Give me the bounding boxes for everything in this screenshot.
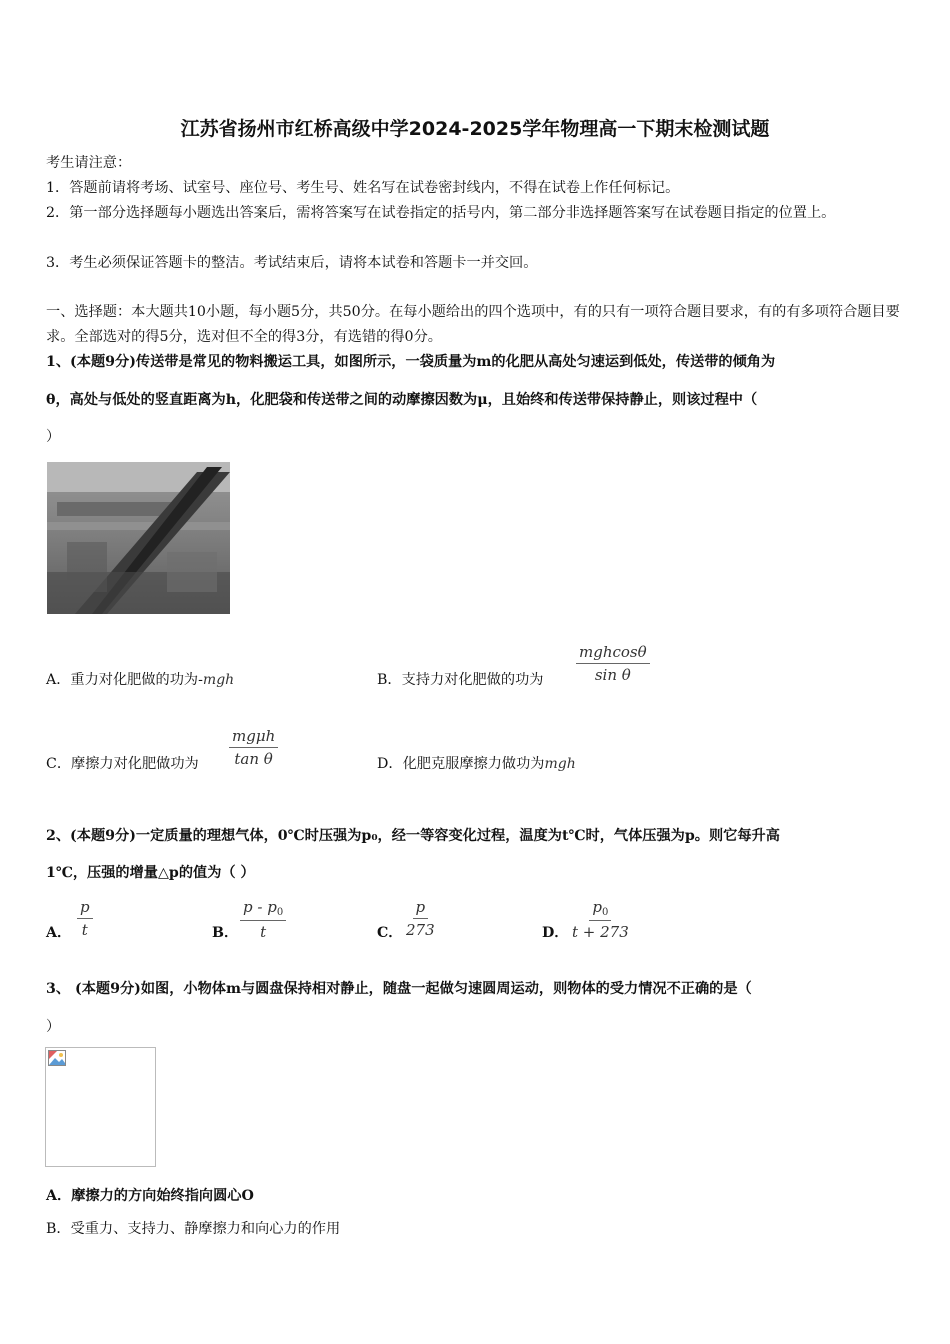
q2-option-c-fraction bbox=[406, 898, 435, 939]
q1-option-c-label: C．摩擦力对化肥做功为 bbox=[46, 756, 199, 772]
notice-item-3: 3．考生必须保证答题卡的整洁。考试结束后，请将本试卷和答题卡一并交回。 bbox=[46, 255, 538, 271]
q2-option-a[interactable]: A． bbox=[46, 925, 72, 941]
section-instructions: 一、选择题：本大题共10小题，每小题5分，共50分。在每小题给出的四个选项中，有的只有一项符合题目要求，有的有多项符合题目要求。全部选对的得5分，选对但不全的得3分，有选错的得0分。 bbox=[46, 304, 900, 345]
q1-option-b-fraction bbox=[576, 643, 650, 684]
q2-option-a-numerator: p bbox=[77, 898, 93, 919]
q1-option-c-fraction bbox=[229, 727, 278, 768]
q2-option-d-numerator bbox=[589, 898, 611, 921]
q1-option-b-numerator: mghcosθ bbox=[576, 643, 650, 664]
q2-option-d-denominator: t + 273 bbox=[572, 923, 629, 941]
q2-option-c-denominator: 273 bbox=[406, 921, 435, 939]
q2-option-a-fraction bbox=[77, 898, 93, 939]
page-title: 江苏省扬州市红桥高级中学2024-2025学年物理高一下期末检测试题 bbox=[180, 118, 770, 140]
q1-option-c-numerator: mgμh bbox=[229, 727, 278, 748]
q2-option-b-denominator: t bbox=[260, 923, 267, 941]
q2-option-d-subscript: 0 bbox=[602, 907, 609, 918]
q1-option-c-denominator: tan θ bbox=[234, 750, 273, 768]
notice-item-2: 2．第一部分选择题每小题选出答案后，需将答案写在试卷指定的括号内，第二部分非选择题答案写在试卷题目指定的位置上。 bbox=[46, 205, 836, 221]
q1-option-d[interactable] bbox=[377, 753, 576, 773]
q1-option-a[interactable] bbox=[46, 669, 234, 689]
q2-stem-line2: 1℃，压强的增量△p的值为（ ） bbox=[46, 865, 255, 881]
q1-stem-line1: 1、(本题9分)传送带是常见的物料搬运工具，如图所示，一袋质量为m的化肥从高处匀速运到低处，传送带的倾角为 bbox=[46, 354, 776, 370]
broken-image-icon bbox=[48, 1050, 66, 1066]
q3-stem-line1: 3、 (本题9分)如图，小物体m与圆盘保持相对静止，随盘一起做匀速圆周运动，则物体的受力情况不正确的是（ bbox=[46, 981, 752, 997]
q1-stem-line2: θ，高处与低处的竖直距离为h，化肥袋和传送带之间的动摩擦因数为μ，且始终和传送带保持静止，则该过程中（ bbox=[46, 392, 758, 408]
q2-option-b-numerator bbox=[240, 898, 286, 921]
q2-stem-line1: 2、(本题9分)一定质量的理想气体，0℃时压强为p₀，经一等容变化过程，温度为t℃时，气体压强为p。则它每升高 bbox=[46, 828, 780, 844]
q2-option-b-subscript: 0 bbox=[276, 907, 284, 918]
notice-heading: 考生请注意： bbox=[46, 155, 132, 171]
q3-option-b[interactable]: B．受重力、支持力、静摩擦力和向心力的作用 bbox=[46, 1221, 341, 1237]
q2-option-d-fraction bbox=[572, 898, 629, 941]
q3-option-a[interactable]: A．摩擦力的方向始终指向圆心O bbox=[46, 1188, 254, 1204]
q2-option-c[interactable]: C． bbox=[377, 925, 403, 941]
q2-option-b[interactable]: B． bbox=[212, 925, 239, 941]
q2-option-a-denominator: t bbox=[81, 921, 88, 939]
q1-option-b-denominator: sin θ bbox=[594, 666, 631, 684]
q3-figure-placeholder bbox=[45, 1047, 156, 1167]
q1-stem-line3: ） bbox=[46, 429, 61, 445]
q1-option-a-label: A．重力对化肥做的功为- bbox=[46, 672, 203, 688]
q2-option-d-numerator-text: p bbox=[592, 898, 602, 916]
q1-option-b-label: B．支持力对化肥做的功为 bbox=[377, 672, 544, 688]
q1-option-c[interactable] bbox=[46, 753, 199, 773]
conveyor-belt-photo bbox=[47, 462, 230, 614]
q3-stem-line2: ） bbox=[46, 1019, 61, 1035]
q1-option-d-math: mgh bbox=[544, 756, 576, 772]
q1-option-d-label: D．化肥克服摩擦力做功为 bbox=[377, 756, 545, 772]
q2-option-d[interactable]: D． bbox=[542, 925, 569, 941]
notice-item-1: 1．答题前请将考场、试室号、座位号、考生号、姓名写在试卷密封线内，不得在试卷上作任何标记。 bbox=[46, 180, 680, 196]
q2-option-c-numerator: p bbox=[413, 898, 429, 919]
q1-option-a-math: mgh bbox=[202, 672, 235, 688]
q2-option-b-fraction bbox=[240, 898, 286, 941]
q2-option-b-numerator-text: p - p bbox=[243, 898, 277, 916]
q1-option-b[interactable] bbox=[377, 669, 544, 689]
